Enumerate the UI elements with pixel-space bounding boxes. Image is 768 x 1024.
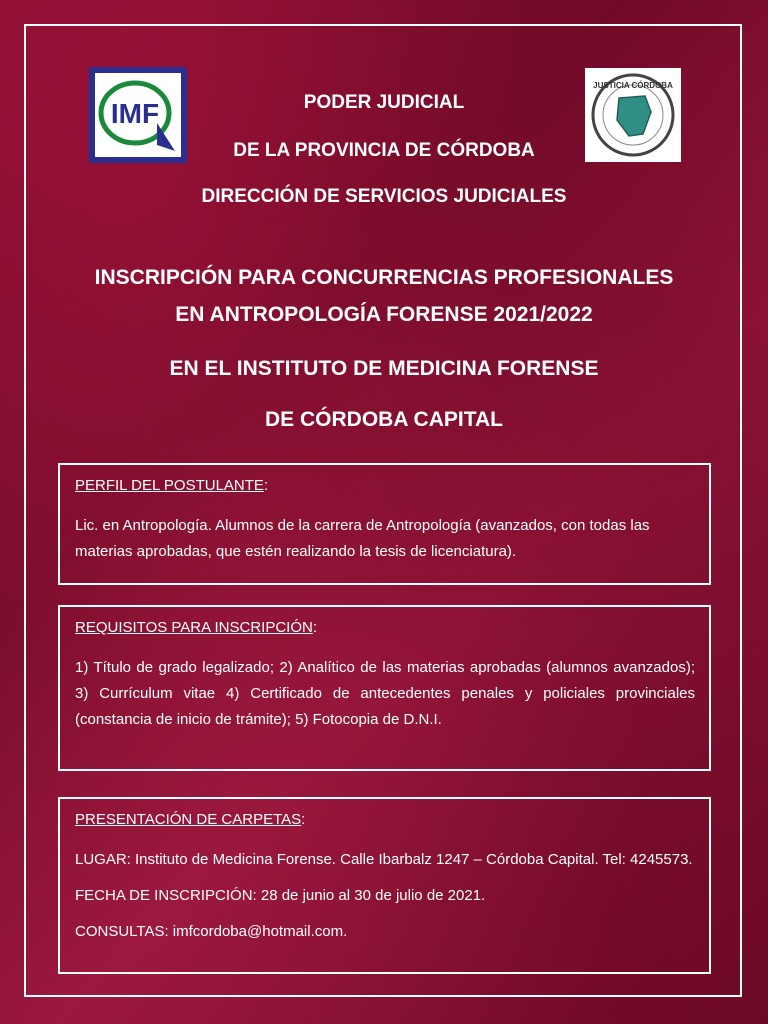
title-line-3: EN EL INSTITUTO DE MEDICINA FORENSE	[169, 357, 599, 380]
perfil-text: Lic. en Antropología. Alumnos de la carrera de Antropología (avanzados, con todas las materias aprobadas, que estén realizando la tesis de licenciatura).	[75, 517, 650, 560]
title-line-4: DE CÓRDOBA CAPITAL	[265, 408, 503, 431]
title-line-2: EN ANTROPOLOGÍA FORENSE 2021/2022	[175, 303, 593, 326]
requisitos-text: 1) Título de grado legalizado; 2) Analítico de las materias aprobadas (alumnos avanzados); 3) Currículum vitae 4) Certificado de antecedentes penales y policiales provinciales (constancia de inicio de trámite); 5) Fotocopia de D.N.I.	[75, 659, 695, 728]
justicia-logo-text: JUSTICIA CÓRDOBA	[593, 81, 673, 90]
perfil-heading-row	[75, 473, 695, 499]
perfil-heading-colon: :	[263, 477, 269, 494]
presentacion-heading-row	[75, 807, 695, 833]
requisitos-section	[58, 605, 711, 771]
perfil-heading: PERFIL DEL POSTULANTE	[75, 477, 264, 494]
requisitos-heading-row	[75, 615, 695, 641]
presentacion-lugar: LUGAR: Instituto de Medicina Forense. Calle Ibarbalz 1247 – Córdoba Capital. Tel: 4245573.	[75, 851, 693, 868]
imf-logo-text: IMF	[110, 98, 160, 129]
title-line-1: INSCRIPCIÓN PARA CONCURRENCIAS PROFESIONALES	[94, 266, 674, 289]
presentacion-section	[58, 797, 711, 974]
presentacion-fecha: FECHA DE INSCRIPCIÓN: 28 de junio al 30 de julio de 2021.	[75, 887, 486, 904]
header-provincia: DE LA PROVINCIA DE CÓRDOBA	[233, 140, 535, 161]
requisitos-heading-colon: :	[312, 619, 317, 636]
requisitos-heading: REQUISITOS PARA INSCRIPCIÓN	[75, 619, 313, 636]
presentacion-heading-colon: :	[301, 811, 306, 828]
perfil-section	[58, 463, 711, 585]
presentacion-heading: PRESENTACIÓN DE CARPETAS	[75, 811, 302, 828]
header-poder-judicial: PODER JUDICIAL	[303, 92, 465, 113]
header-direccion: DIRECCIÓN DE SERVICIOS JUDICIALES	[201, 186, 567, 207]
presentacion-consultas: CONSULTAS: imfcordoba@hotmail.com.	[75, 923, 348, 940]
